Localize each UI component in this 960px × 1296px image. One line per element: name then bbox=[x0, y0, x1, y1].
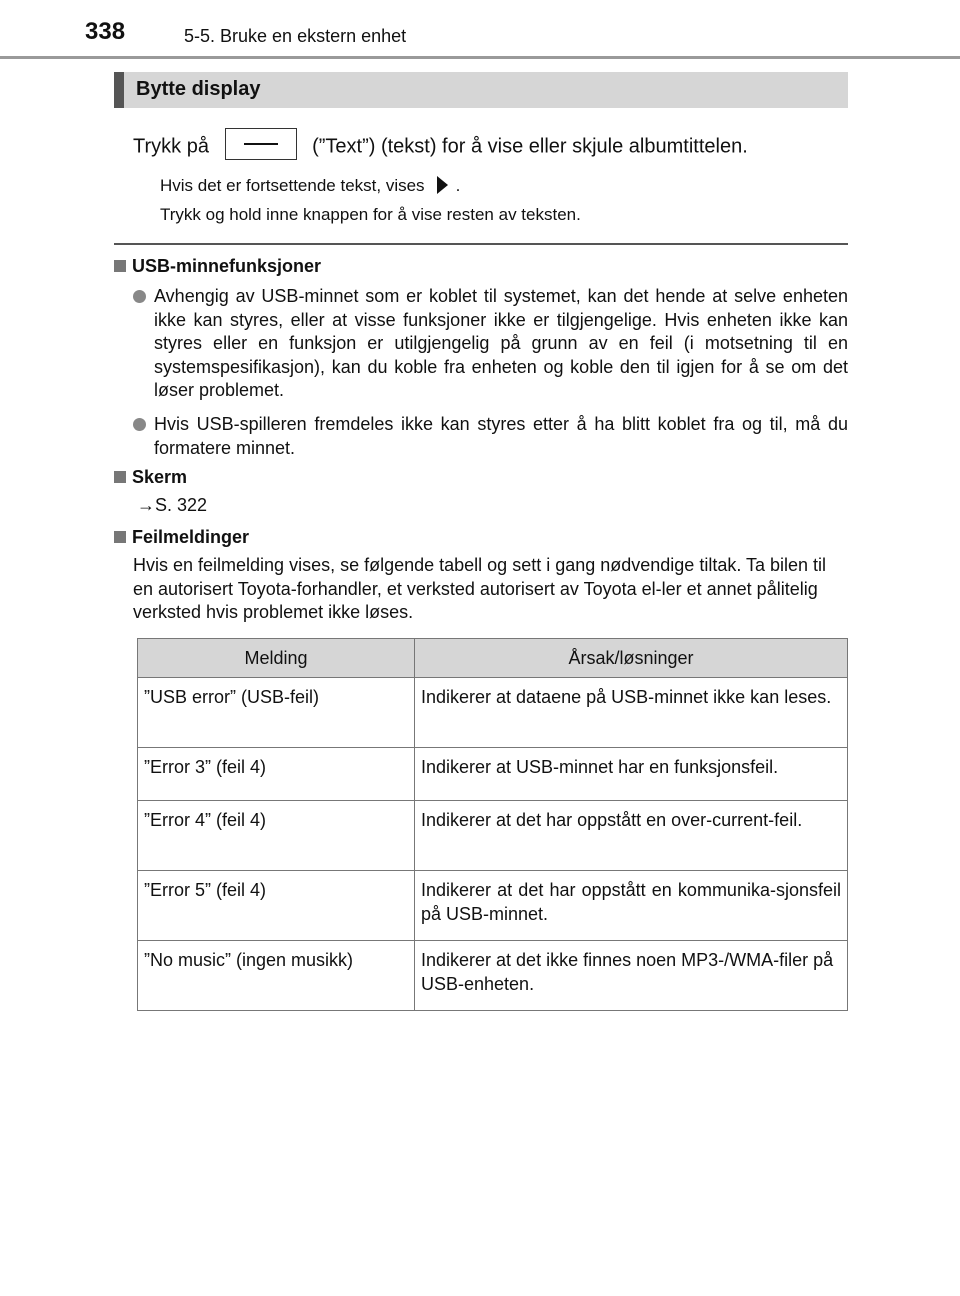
table-cell-message: ”USB error” (USB-feil) bbox=[138, 678, 415, 748]
note-line-2: Trykk og hold inne knappen for å vise resten av teksten. bbox=[160, 205, 581, 224]
separator bbox=[114, 243, 848, 245]
table-row bbox=[138, 678, 848, 748]
table-cell-cause: Indikerer at det ikke finnes noen MP3-/WMA-filer på USB-enheten. bbox=[415, 941, 848, 1011]
table-header-row bbox=[138, 639, 848, 678]
page-number: 338 bbox=[85, 18, 126, 45]
errors-text: Hvis en feilmelding vises, se følgende tabell og sett i gang nødvendige tiltak. Ta bilen til en autorisert Toyota-forhandler, et verksted autorisert av Toyota el-ler et annet pålitelig verksted hvis problemet ikke løses. bbox=[133, 555, 827, 622]
square-bullet-icon bbox=[114, 531, 126, 543]
instruction-after: (”Text”) (tekst) for å vise eller skjule albumtittelen. bbox=[312, 135, 748, 158]
table-header-cause: Årsak/løsninger bbox=[415, 639, 848, 678]
table-cell-cause: Indikerer at det har oppstått en kommunika-sjonsfeil på USB-minnet. bbox=[415, 871, 848, 941]
table-row bbox=[138, 748, 848, 801]
note-line-1-after: . bbox=[455, 176, 461, 195]
table-cell-message: ”Error 3” (feil 4) bbox=[138, 748, 415, 801]
usb-bullet-1 bbox=[133, 285, 848, 403]
usb-heading bbox=[114, 256, 321, 277]
instruction-before: Trykk på bbox=[133, 135, 209, 158]
screen-heading bbox=[114, 467, 187, 488]
table-cell-message: ”Error 5” (feil 4) bbox=[138, 871, 415, 941]
instruction bbox=[133, 131, 748, 163]
usb-heading-label: USB-minnefunksjoner bbox=[132, 256, 322, 276]
table-cell-cause: Indikerer at dataene på USB-minnet ikke kan leses. bbox=[415, 678, 848, 748]
square-bullet-icon bbox=[114, 471, 126, 483]
round-bullet-icon bbox=[133, 290, 146, 303]
usb-bullet-2 bbox=[133, 413, 848, 460]
note-line-1-before: Hvis det er fortsettende tekst, vises bbox=[160, 176, 425, 195]
table-row bbox=[138, 801, 848, 871]
table-cell-cause: Indikerer at det har oppstått en over-current-feil. bbox=[415, 801, 848, 871]
chapter-title: 5-5. Bruke en ekstern enhet bbox=[184, 26, 407, 46]
continuation-arrow-icon bbox=[437, 176, 448, 194]
section-title: Bytte display bbox=[136, 78, 261, 100]
table-cell-cause: Indikerer at USB-minnet har en funksjonsfeil. bbox=[415, 748, 848, 801]
table-header-message: Melding bbox=[138, 639, 415, 678]
screen-heading-label: Skerm bbox=[132, 467, 188, 487]
table-cell-message: ”No music” (ingen musikk) bbox=[138, 941, 415, 1011]
section-heading bbox=[114, 72, 848, 108]
table-row bbox=[138, 871, 848, 941]
round-bullet-icon bbox=[133, 418, 146, 431]
usb-bullet-1-text: Avhengig av USB-minnet som er koblet til systemet, kan det hende at selve enheten ikke kan styres, eller at visse funksjoner ikke er tilgjengelige. Hvis enheten ikke kan styres eller en funksjon er utilgjengelig på grunn av en feil (i motsetning til en systemspesifikasjon), kan du koble fra enheten og koble den til igjen for å se om det løser problemet. bbox=[154, 286, 848, 400]
errors-heading-label: Feilmeldinger bbox=[132, 527, 250, 547]
note-line-1 bbox=[160, 176, 460, 196]
square-bullet-icon bbox=[114, 260, 126, 272]
error-table bbox=[137, 638, 848, 1011]
screen-reference: →S. 322 bbox=[137, 495, 208, 515]
text-button-icon bbox=[225, 128, 297, 160]
errors-heading bbox=[114, 527, 249, 548]
section-heading-bar bbox=[114, 72, 124, 108]
usb-bullet-2-text: Hvis USB-spilleren fremdeles ikke kan styres etter å ha blitt koblet fra og til, må du formatere minnet. bbox=[154, 414, 848, 458]
table-cell-message: ”Error 4” (feil 4) bbox=[138, 801, 415, 871]
table-row bbox=[138, 941, 848, 1011]
header-rule bbox=[0, 56, 960, 59]
